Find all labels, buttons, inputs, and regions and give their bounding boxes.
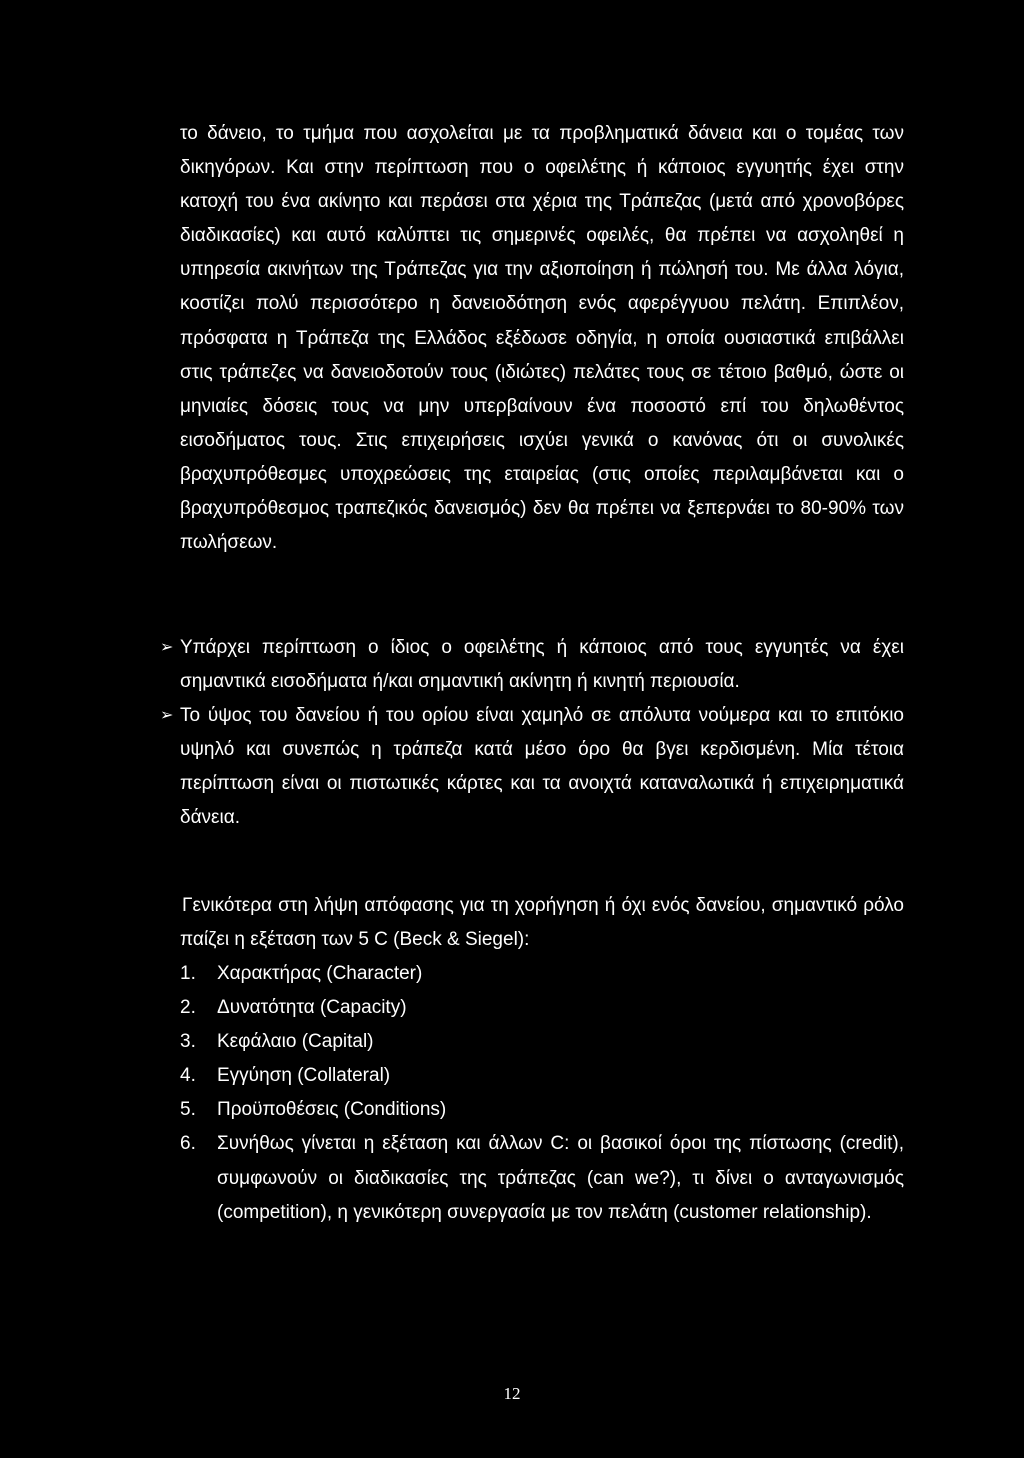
bullet-text: Το ύψος του δανείου ή του ορίου είναι χαμηλό σε απόλυτα νούμερα και το επιτόκιο υψηλό και συνεπώς η τράπεζα κατά μέσο όρο θα βγει κερδισμένη. Μία τέτοια περίπτωση είναι οι πιστωτικές κάρτες και τα ανοιχτά καταναλωτικά ή επιχειρηματικά δάνεια. — [180, 705, 904, 829]
list-number: 1. — [180, 963, 196, 984]
list-item — [180, 1025, 904, 1059]
list-item — [180, 1093, 904, 1127]
list-item-text: Συνήθως γίνεται η εξέταση και άλλων C: οι βασικοί όροι της πίστωσης (credit), συμφωνούν οι διαδικασίες της τράπεζας (can we?), τι δίνει ο ανταγωνισμός (competition), η γενικότερη συνεργασία με τον πελάτη (customer relationship). — [217, 1133, 904, 1223]
body-paragraph-1: το δάνειο, το τμήμα που ασχολείται με τα προβληματικά δάνεια και ο τομέας των δικηγόρων. Και στην περίπτωση που ο οφειλέτης ή κάποιος εγγυητής έχει στην κατοχή του ένα ακίνητο και περάσει στα χέρια της Τράπεζας (μετά από χρονοβόρες διαδικασίες) και αυτό καλύπτει τις σημερινές οφειλές, θα πρέπει να ασχοληθεί η υπηρεσία ακινήτων της Τράπεζας για την αξιοποίηση ή πώλησή του. Με άλλα λόγια, κοστίζει πολύ περισσότερο η δανειοδότηση ενός αφερέγγυου πελάτη. Επιπλέον, πρόσφατα η Τράπεζα της Ελλάδος εξέδωσε οδηγία, η οποία ουσιαστικά επιβάλλει στις τράπεζες να δανειοδοτούν τους (ιδιώτες) πελάτες τους σε τέτοιο βαθμό, ώστε οι μηνιαίες δόσεις τους να μην υπερβαίνουν ένα ποσοστό επί του δηλωθέντος εισοδήματος τους. Στις επιχειρήσεις ισχύει γενικά ο κανόνας ότι οι συνολικές βραχυπρόθεσμες υποχρεώσεις της εταιρείας (στις οποίες περιλαμβάνεται και ο βραχυπρόθεσμος τραπεζικός δανεισμός) δεν θα πρέπει να ξεπερνάει το 80-90% των πωλήσεων. — [180, 123, 904, 554]
list-number: 3. — [180, 1031, 196, 1053]
bullet-text: Υπάρχει περίπτωση ο ίδιος ο οφειλέτης ή κάποιος από τους εγγυητές να έχει σημαντικά εισοδήματα ή/και σημαντική ακίνητη ή κινητή περιουσία. — [180, 637, 904, 693]
list-number: 4. — [180, 1065, 196, 1087]
list-item-text: Χαρακτήρας (Character) — [217, 963, 423, 984]
list-number: 5. — [180, 1099, 196, 1121]
list-item-text: Κεφάλαιο (Capital) — [217, 1031, 374, 1053]
list-item-text: Προϋποθέσεις (Conditions) — [217, 1099, 447, 1121]
list-item — [180, 991, 904, 1025]
list-item-text: Δυνατότητα (Capacity) — [217, 997, 407, 1019]
bullet-list — [160, 631, 904, 836]
list-item-text: Εγγύηση (Collateral) — [217, 1065, 391, 1087]
list-item — [180, 1127, 904, 1229]
list-number: 2. — [180, 997, 196, 1019]
list-number: 6. — [180, 1133, 196, 1155]
arrow-bullet-icon: ➢ — [160, 707, 174, 725]
list-item — [180, 957, 904, 991]
numbered-list — [180, 957, 904, 1230]
page-number: 12 — [503, 1384, 521, 1403]
bullet-item — [160, 699, 904, 835]
bullet-item — [160, 631, 904, 699]
body-paragraph-2: Γενικότερα στη λήψη απόφασης για τη χορήγηση ή όχι ενός δανείου, σημαντικό ρόλο παίζει η εξέταση των 5 C (Beck & Siegel): — [180, 895, 904, 951]
arrow-bullet-icon: ➢ — [160, 639, 174, 656]
list-item — [180, 1059, 904, 1093]
